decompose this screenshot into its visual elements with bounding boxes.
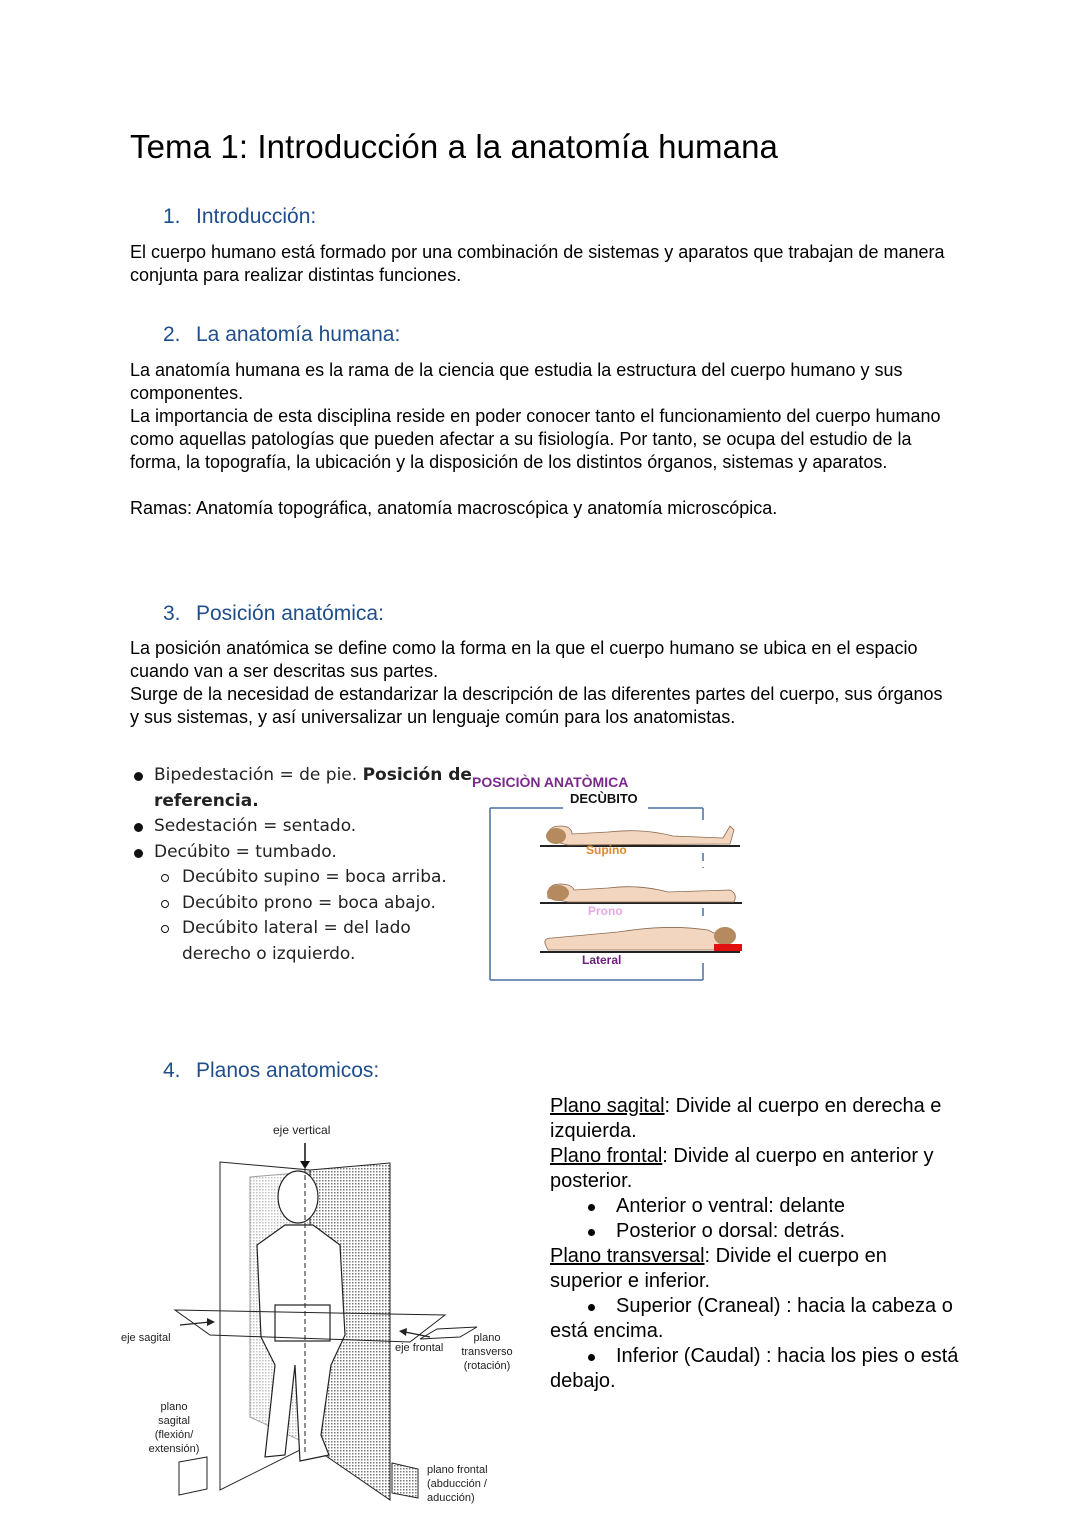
bullet-icon — [588, 1304, 595, 1311]
section-title: Posición anatómica: — [196, 602, 384, 625]
section-heading-planos-anatomicos — [163, 1059, 379, 1083]
list-item: Bipedestación = de pie. Posición de referencia. — [132, 763, 472, 814]
label-plano-sagital-2: sagital — [158, 1415, 190, 1427]
label-plano-transverso-3: (rotación) — [463, 1360, 511, 1372]
hollow-bullet-icon — [161, 900, 169, 908]
label-supino: Supino — [586, 843, 627, 857]
paragraph: El cuerpo humano está formado por una combinación de sistemas y aparatos que trabajan de manera conjunta para realizar distintas funciones. — [130, 242, 945, 285]
bullet-icon — [588, 1229, 595, 1236]
paragraph: La posición anatómica se define como la forma en la que el cuerpo humano se ubica en el espacio cuando van a ser descritas sus partes. — [130, 638, 918, 681]
sub-list-item: Decúbito prono = boca abajo. — [132, 891, 472, 917]
planos-description — [550, 1094, 960, 1394]
list-item: Sedestación = sentado. — [132, 814, 472, 840]
plano-transversal-definition: Plano transversal: Divide el cuerpo en superior e inferior. — [550, 1245, 887, 1292]
bullet-icon — [134, 823, 143, 832]
label-plano-transverso-2: transverso — [461, 1346, 513, 1358]
paragraph: La importancia de esta disciplina reside en poder conocer tanto el funcionamiento del cuerpo humano como aquellas patologías que pueden afectar a su fisiología. Por tanto, se ocupa del estudio de la forma, la topografía, la ubicación y la disposición de los distintos órganos, sistemas y aparatos. — [130, 406, 941, 472]
label-plano-transverso-1: plano — [473, 1332, 501, 1344]
section-number: 4. — [163, 1059, 181, 1082]
section-body-anatomia-humana — [130, 359, 950, 520]
figure-title: POSICIÒN ANATÒMICA — [472, 774, 629, 790]
list-item: Superior (Craneal) : hacia la cabeza o está encima. — [550, 1295, 953, 1342]
paragraph: Surge de la necesidad de estandarizar la descripción de las diferentes partes del cuerpo, sus órganos y sus sistemas, y así universalizar un lenguaje común para los anatomistas. — [130, 684, 943, 727]
list-item: Anterior o ventral: delante — [550, 1194, 960, 1219]
section-number: 1. — [163, 205, 181, 228]
hollow-bullet-icon — [161, 925, 169, 933]
section-title: La anatomía humana: — [196, 323, 401, 346]
plano-sagital-definition: Plano sagital: Divide al cuerpo en derecha e izquierda. — [550, 1095, 942, 1142]
list-item: Decúbito = tumbado. — [132, 840, 472, 866]
section-title: Introducción: — [196, 205, 317, 228]
section-heading-posicion-anatomica — [163, 602, 384, 626]
label-prono: Prono — [588, 904, 623, 918]
paragraph: La anatomía humana es la rama de la ciencia que estudia la estructura del cuerpo humano y sus componentes. — [130, 360, 903, 403]
bullet-icon — [134, 849, 143, 858]
bullet-icon — [588, 1354, 595, 1361]
bullet-icon — [588, 1204, 595, 1211]
paragraph-ramas: Ramas: Anatomía topográfica, anatomía macroscópica y anatomía microscópica. — [130, 498, 778, 518]
sub-list-item: Decúbito supino = boca arriba. — [132, 865, 472, 891]
section-body-introduccion — [130, 241, 950, 287]
sub-list-item: Decúbito lateral = del lado derecho o izquierdo. — [132, 916, 472, 967]
section-title: Planos anatomicos: — [196, 1059, 380, 1082]
label-eje-vertical: eje vertical — [273, 1123, 331, 1137]
label-plano-frontal-1: plano frontal — [427, 1464, 488, 1476]
list-item: Inferior (Caudal) : hacia los pies o está debajo. — [550, 1345, 959, 1392]
bullet-icon — [134, 772, 143, 781]
label-lateral: Lateral — [582, 953, 622, 967]
label-eje-frontal: eje frontal — [395, 1342, 444, 1354]
section-number: 2. — [163, 323, 181, 346]
hollow-bullet-icon — [161, 874, 169, 882]
decubito-illustration — [468, 768, 758, 993]
plano-frontal-definition: Plano frontal: Divide al cuerpo en anterior y posterior. — [550, 1145, 934, 1192]
label-plano-frontal-2: (abducción / — [427, 1478, 487, 1490]
label-plano-frontal-3: aducción) — [427, 1492, 475, 1504]
decubito-figure — [468, 768, 758, 993]
list-item: Posterior o dorsal: detrás. — [550, 1219, 960, 1244]
posiciones-list — [132, 763, 472, 967]
section-body-posicion-anatomica — [130, 637, 950, 729]
section-number: 3. — [163, 602, 181, 625]
section-heading-anatomia-humana — [163, 323, 400, 347]
page-title: Tema 1: Introducción a la anatomía humana — [130, 128, 778, 165]
planes-illustration — [115, 1105, 530, 1520]
label-plano-sagital-1: plano — [160, 1401, 188, 1413]
label-plano-sagital-3: (flexión/ — [154, 1429, 194, 1441]
label-plano-sagital-4: extensión) — [148, 1443, 200, 1455]
figure-subtitle: DECÙBITO — [570, 791, 638, 806]
section-heading-introduccion — [163, 205, 316, 229]
label-eje-sagital: eje sagital — [121, 1332, 171, 1344]
planos-anatomicos-figure — [115, 1105, 530, 1520]
